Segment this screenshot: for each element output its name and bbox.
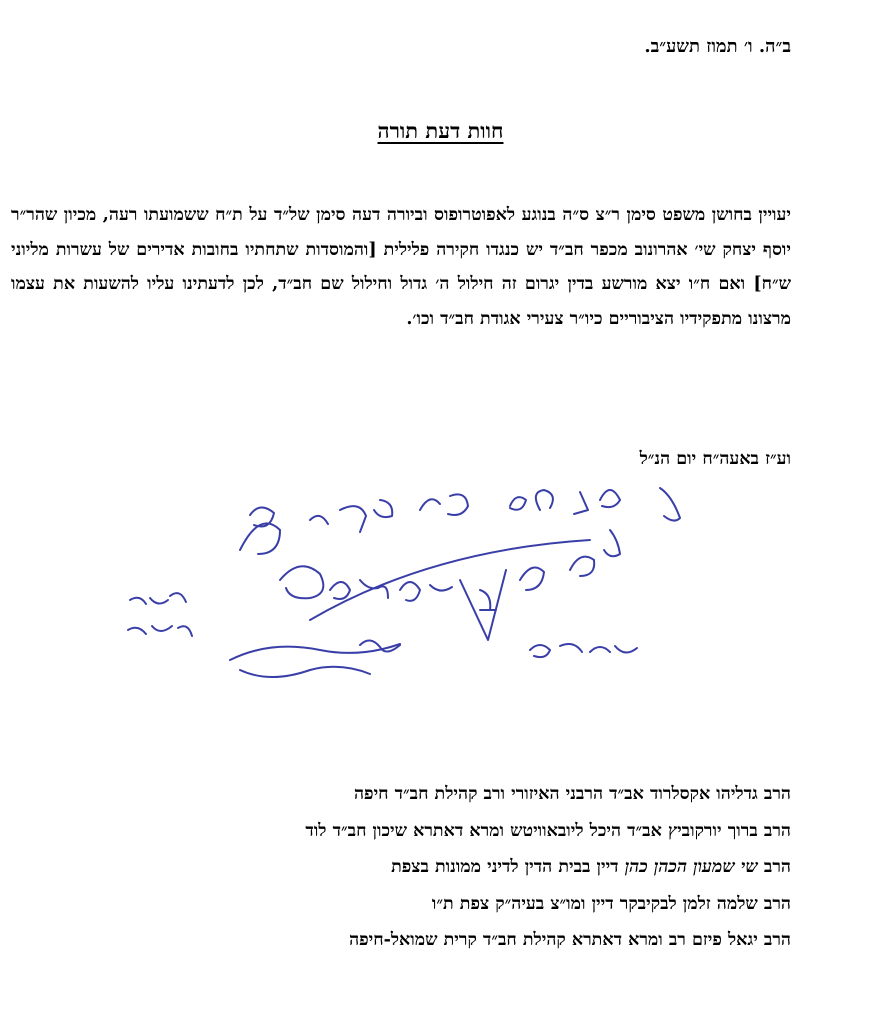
signature-stroke: [330, 580, 388, 599]
signature-stroke: [570, 530, 620, 576]
signer-name: גדליהו אקסלרוד: [649, 784, 758, 804]
signers-list: [31, 776, 791, 959]
signer-name: ברוך יורקוביץ: [667, 820, 758, 841]
signer-prefix: הרב: [763, 893, 791, 914]
body-paragraph: [11, 198, 791, 336]
date-line: ב״ה. ו׳ תמוז תשע״ב.: [644, 36, 791, 57]
signature-stroke: [574, 490, 620, 514]
signer-name: שי שמעון הכהן כהן: [624, 857, 758, 877]
signature-stroke: [310, 506, 366, 532]
signer-row: [31, 776, 791, 813]
signature-stroke: [460, 570, 506, 640]
signer-prefix: הרב: [763, 857, 791, 877]
signature-stroke: [128, 626, 192, 636]
signatures-drawing: [110, 470, 800, 720]
body-paragraph-text: יעויין בחושן משפט סימן ר״צ ס״ה בנוגע לאפוטרופוס וביורה דעה סימן של״ד על ת״ח ששמועתו רעה, מכיון שהר״ר יוסף יצחק שי׳ אהרונוב מכפר חב״ד יש כנגדו חקירה פלילית [והמוסדות שתחתיו בחובות אדירים של עשרות מליוני ש״ח] ואם ח״ו יצא מורשע בדין יגרום זה חילול ה׳ גדול וחילול שם חב״ד, לכן לדעתינו עליו להשעות את עצמו מרצונו מתפקידיו הציבוריים כיו״ר צעירי אגודת חב״ד וכו׳.: [11, 205, 791, 329]
signature-stroke: [400, 582, 452, 601]
signer-title: רב ומרא דאתרא קהילת חב״ד קרית שמואל-חיפה: [349, 930, 686, 950]
signer-row: [31, 813, 791, 850]
closing-line: וע״ז באעה״ח יום הנ״ל: [639, 449, 791, 469]
signer-title: דיין בבית הדין לדיני ממונות בצפת: [391, 857, 619, 877]
signature-stroke: [374, 494, 468, 517]
document-title: חוות דעת תורה: [377, 118, 504, 143]
signer-name: יגאל פיזם: [692, 930, 758, 950]
signature-stroke: [280, 566, 323, 598]
signature-stroke: [660, 488, 680, 521]
signature-stroke: [130, 593, 186, 604]
signature-stroke: [510, 490, 553, 510]
signer-prefix: הרב: [763, 784, 791, 804]
signature-stroke: [480, 568, 544, 611]
signer-row: [31, 922, 791, 959]
signer-row: [31, 886, 791, 923]
handwritten-signatures: [110, 470, 800, 720]
signature-stroke: [310, 540, 590, 620]
signature-stroke: [230, 644, 400, 677]
signer-title: דיין ומו״צ בעיה״ק צפת ת״ו: [431, 893, 614, 914]
signer-title: אב״ד הרבני האיזורי ורב קהילת חב״ד חיפה: [353, 784, 644, 804]
signer-row: [31, 849, 791, 886]
signer-name: שלמה זלמן לבקיבקר: [619, 893, 758, 914]
signer-prefix: הרב: [763, 820, 791, 841]
signer-prefix: הרב: [763, 930, 791, 950]
signer-title: אב״ד היכל ליובאוויטש ומרא דאתרא שיכון חב״ד לוד: [305, 820, 662, 841]
signature-stroke: [240, 507, 280, 554]
signature-stroke: [530, 644, 637, 657]
